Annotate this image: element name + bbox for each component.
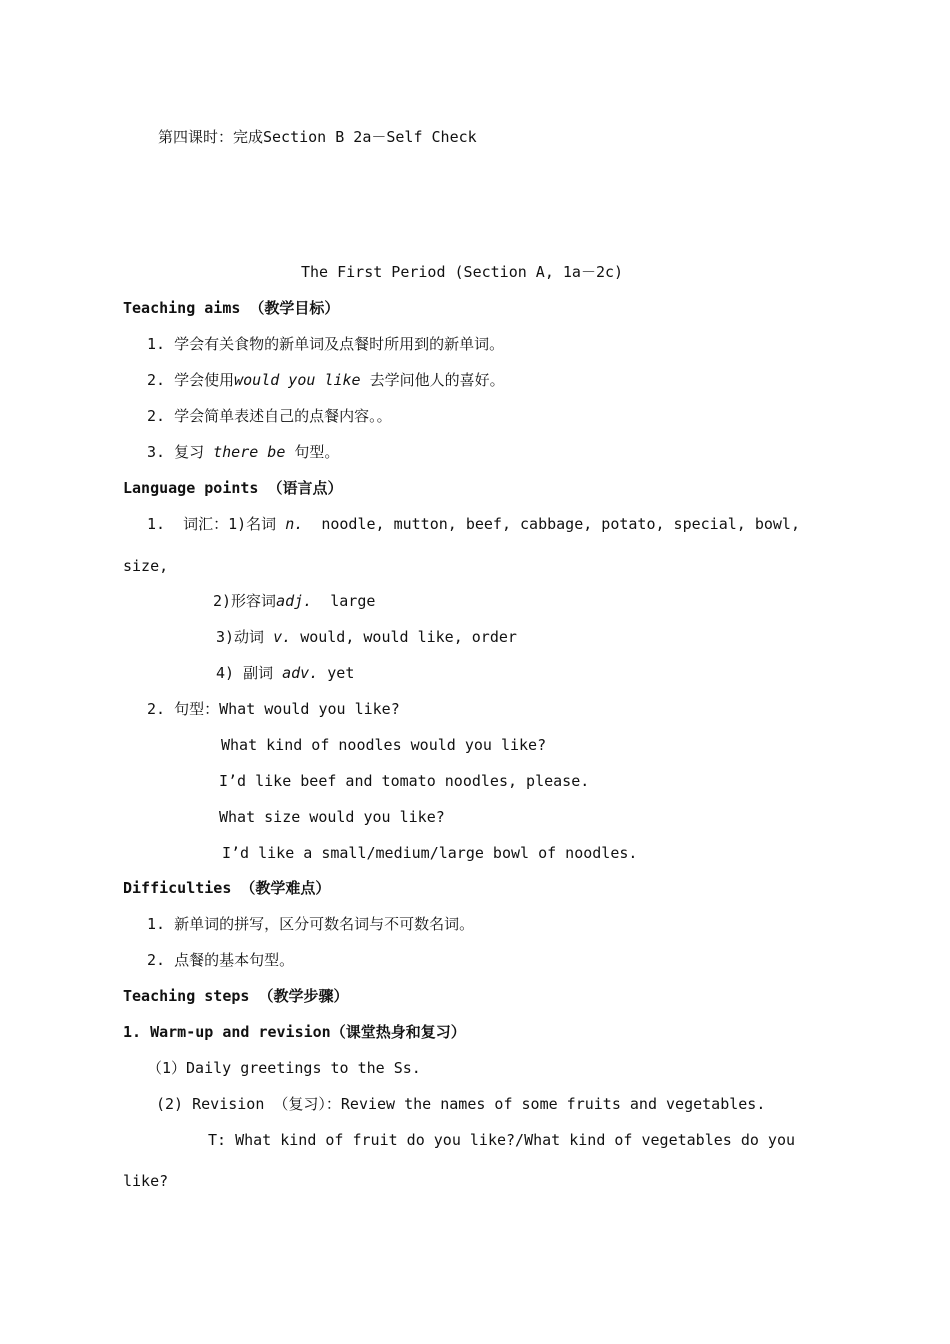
aim-text: 学会使用: [174, 371, 235, 389]
aim-text: 去学问他人的喜好。: [360, 371, 505, 389]
language-points-heading: Language points （语言点）: [123, 479, 343, 497]
difficulties-heading: Difficulties （教学难点）: [123, 879, 331, 897]
aim-number: 2.: [147, 371, 166, 389]
vocab-line-4: [216, 663, 354, 683]
teaching-aims-heading: Teaching aims （教学目标）: [123, 299, 340, 317]
difficulty-number: 1.: [147, 915, 166, 933]
vocab-label: 词汇：1)名词: [183, 515, 277, 533]
pattern-sentence: What kind of noodles would you like?: [221, 736, 547, 754]
pattern-sentence: I’d like a small/medium/large bowl of noodles.: [222, 844, 638, 862]
aim-emphasis: there be: [213, 443, 286, 461]
vocab-words: yet: [327, 664, 355, 682]
vocab-label: 3)动词: [216, 628, 265, 646]
aim-text: 学会简单表述自己的点餐内容。。: [174, 407, 392, 425]
aim-number: 1.: [147, 335, 166, 353]
aim-emphasis: would you like: [234, 371, 361, 389]
vocab-number: 1.: [147, 515, 166, 533]
part-of-speech: v.: [273, 628, 292, 646]
aim-item-1: [147, 334, 504, 354]
vocab-line-1-cont: size,: [123, 557, 169, 575]
pattern-sentence: I’d like beef and tomato noodles, please.: [219, 772, 590, 790]
aim-item-4: [147, 442, 339, 462]
period-title: The First Period (Section A, 1a－2c): [301, 263, 624, 281]
difficulty-number: 2.: [147, 951, 166, 969]
aim-text: 句型。: [285, 443, 340, 461]
pattern-number: 2.: [147, 700, 166, 718]
vocab-line-1: [147, 514, 800, 534]
aim-item-3: [147, 406, 392, 426]
difficulty-item-1: [147, 914, 474, 934]
pattern-sentence: What would you like?: [219, 700, 400, 718]
aim-text: 复习: [174, 443, 214, 461]
aim-item-2: [147, 370, 505, 390]
vocab-label: 2)形容词: [213, 592, 277, 610]
teacher-dialog: T: What kind of fruit do you like?/What kind of vegetables do you: [208, 1131, 795, 1149]
lesson-four-line: 第四课时：完成Section B 2a－Self Check: [158, 128, 477, 146]
difficulty-text: 点餐的基本句型。: [174, 951, 295, 969]
vocab-words: would, would like, order: [300, 628, 517, 646]
pattern-label: 句型：: [174, 700, 220, 718]
teaching-steps-heading: Teaching steps （教学步骤）: [123, 987, 349, 1005]
aim-text: 学会有关食物的新单词及点餐时所用到的新单词。: [174, 335, 505, 353]
teacher-dialog-cont: like?: [123, 1172, 169, 1190]
vocab-words: noodle, mutton, beef, cabbage, potato, special, bowl,: [321, 515, 800, 533]
vocab-label: 4) 副词: [216, 664, 274, 682]
step-1-heading: 1. Warm-up and revision（课堂热身和复习）: [123, 1023, 466, 1041]
part-of-speech: adj.: [276, 592, 313, 610]
vocab-line-2: [213, 591, 375, 611]
difficulty-item-2: [147, 950, 294, 970]
vocab-line-3: [216, 627, 517, 647]
pattern-line-1: [147, 699, 400, 719]
step-sub-item-2: (2) Revision （复习）：Review the names of some fruits and vegetables.: [156, 1095, 766, 1113]
part-of-speech: n.: [285, 515, 304, 533]
pattern-sentence: What size would you like?: [219, 808, 445, 826]
vocab-words: large: [330, 592, 376, 610]
difficulty-text: 新单词的拼写，区分可数名词与不可数名词。: [174, 915, 475, 933]
part-of-speech: adv.: [282, 664, 319, 682]
aim-number: 2.: [147, 407, 166, 425]
step-sub-item-1: （1）Daily greetings to the Ss.: [147, 1059, 421, 1077]
aim-number: 3.: [147, 443, 166, 461]
